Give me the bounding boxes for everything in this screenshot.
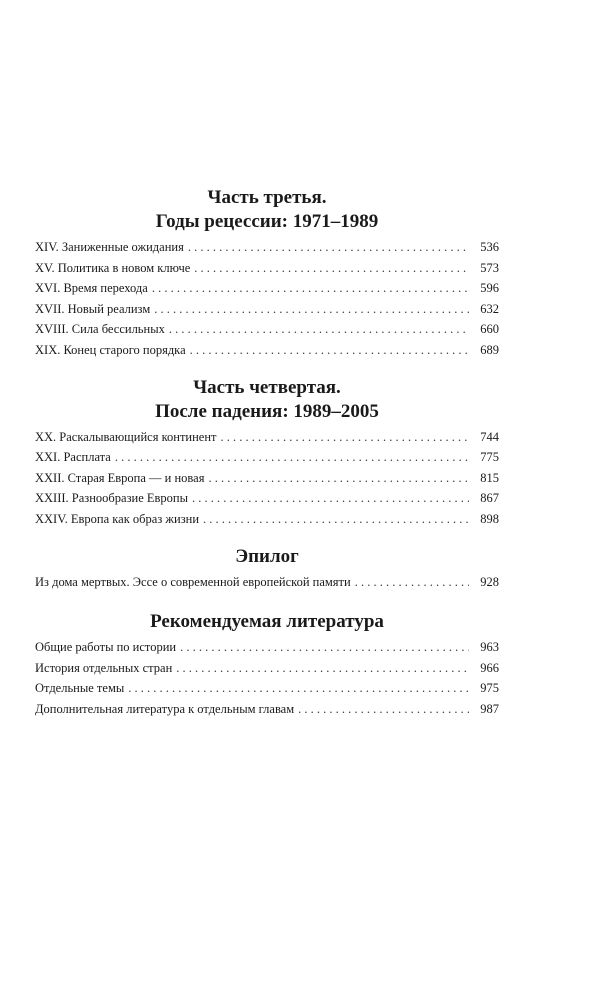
dot-leader [190, 340, 469, 361]
section-title [35, 376, 499, 424]
dot-leader [188, 237, 469, 258]
dot-leader [194, 258, 469, 279]
toc-entry-label: XIV. Заниженные ожидания [35, 240, 184, 254]
toc-entry-page: 632 [480, 301, 499, 316]
toc-entry[interactable] [35, 637, 499, 658]
toc-entry-label: XVIII. Сила бессильных [35, 322, 165, 337]
section-part-three [35, 186, 499, 361]
dot-leader [355, 572, 469, 593]
toc-entry-label: XXIV. Европа как образ жизни [35, 511, 200, 526]
toc-entry[interactable] [35, 658, 499, 679]
toc-entry-label: XVII. Новый реализм [35, 301, 151, 316]
section-title [35, 186, 499, 234]
toc-entry-page: 867 [480, 491, 499, 506]
toc-entry-label: XXI. Расплата [35, 450, 111, 465]
toc-entry-label: XXII. Старая Европа — и новая [35, 470, 205, 485]
dot-leader [221, 427, 469, 448]
toc-entry-label: XV. Политика в новом ключе [35, 260, 191, 275]
section-title: Эпилог [235, 545, 299, 567]
toc-entry[interactable] [35, 447, 499, 468]
toc-entry[interactable] [35, 237, 499, 258]
section-title-line: Часть третья. [207, 187, 327, 208]
toc-entry[interactable] [35, 427, 499, 448]
dot-leader [169, 319, 469, 340]
toc-entry-page: 928 [480, 574, 499, 589]
toc-entry-page: 775 [480, 450, 499, 465]
toc-entries [35, 572, 499, 593]
toc-entry-page: 596 [480, 281, 499, 296]
dot-leader [176, 658, 469, 679]
table-of-contents [35, 186, 499, 720]
toc-entry-page: 975 [480, 681, 499, 696]
toc-entry[interactable] [35, 488, 499, 509]
toc-entry-page: 573 [480, 260, 499, 275]
toc-entry-page: 536 [480, 240, 499, 254]
toc-entry[interactable] [35, 340, 499, 361]
section-part-four [35, 376, 499, 530]
toc-entry[interactable] [35, 572, 499, 593]
toc-entry-label: Отдельные темы [35, 681, 125, 696]
toc-entry-label: XX. Раскалывающийся континент [35, 429, 217, 444]
toc-entry-label: XXIII. Разнообразие Европы [35, 491, 189, 506]
dot-leader [180, 637, 469, 658]
toc-entry[interactable] [35, 319, 499, 340]
toc-entry-label: История отдельных стран [35, 660, 173, 675]
toc-entry-page: 689 [480, 342, 499, 357]
toc-entry-page: 966 [480, 660, 499, 675]
dot-leader [115, 447, 469, 468]
toc-entry-label: Общие работы по истории [35, 640, 177, 655]
toc-entry[interactable] [35, 699, 499, 720]
toc-entry-page: 744 [480, 429, 499, 444]
toc-entry-page: 898 [480, 511, 499, 526]
toc-entry-page: 963 [480, 640, 499, 655]
dot-leader [208, 468, 469, 489]
toc-entry-page: 815 [480, 470, 499, 485]
toc-entry-page: 660 [480, 322, 499, 337]
dot-leader [128, 678, 469, 699]
section-title-line: Часть четвертая. [193, 376, 341, 398]
toc-entries [35, 637, 499, 719]
section-epilog [35, 545, 499, 593]
toc-entry-label: Дополнительная литература к отдельным главам [35, 701, 295, 716]
toc-entry-page: 987 [480, 701, 499, 716]
section-recommended-literature [35, 610, 499, 719]
section-subtitle-line: После падения: 1989–2005 [155, 400, 379, 422]
toc-entry[interactable] [35, 278, 499, 299]
toc-entry[interactable] [35, 258, 499, 279]
section-title: Рекомендуемая литература [150, 611, 384, 633]
toc-entry-label: XVI. Время перехода [35, 281, 148, 296]
toc-entry[interactable] [35, 678, 499, 699]
toc-entries [35, 237, 499, 361]
toc-entry[interactable] [35, 468, 499, 489]
toc-entry[interactable] [35, 299, 499, 320]
toc-entry[interactable] [35, 509, 499, 530]
toc-entry-label: Из дома мертвых. Эссе о современной европейской памяти [35, 574, 351, 589]
dot-leader [203, 509, 469, 530]
dot-leader [298, 699, 469, 720]
toc-entry-label: XIX. Конец старого порядка [35, 342, 186, 357]
toc-entries [35, 427, 499, 530]
section-subtitle-line: Годы рецессии: 1971–1989 [155, 211, 379, 232]
dot-leader [154, 299, 469, 320]
dot-leader [152, 278, 469, 299]
dot-leader [192, 488, 469, 509]
